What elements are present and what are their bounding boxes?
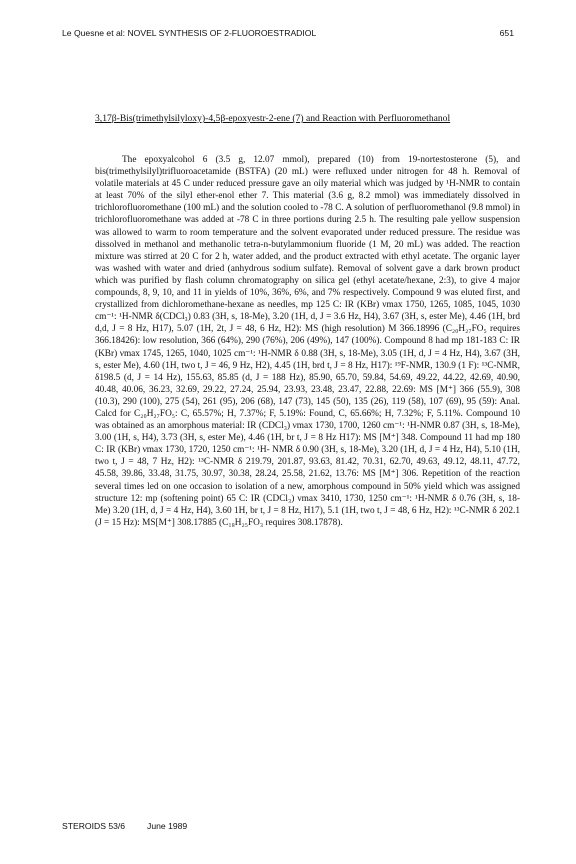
issue-date: June 1989 xyxy=(147,821,188,831)
running-footer xyxy=(62,821,187,831)
paragraph: The epoxyalcohol 6 (3.5 g, 12.07 mmol), prepared (10) from 19-nortestosterone (5), and bis(trimethylsilyl)trifluoroacetamide (BSTFA) (20 mL) were refluxed under nitrogen for 48 h. Removal of volatile materials at 45 C under reduced pressure gave an oily material which was judged by ¹H-NMR to contain at least 70% of the silyl ether-enol ether 7. This material (3.6 g, 8.2 mmol) was immediately dissolved in trichlorofluoromethane (100 mL) and the solution cooled to -78 C. A solution of perfluoromethanol (9.8 mmol) in trichlorofluoromethane was added at -78 C in three portions during 2.5 h. The resulting pale yellow suspension was allowed to warm to room temperature and the solvent evaporated under reduced pressure. The residue was dissolved in methanol and methanolic tetra-n-butylammonium fluoride (1 M, 20 mL) was added. The reaction mixture was stirred at 20 C for 2 h, water added, and the product extracted with ethyl acetate. The organic layer was washed with water and dried (anhydrous sodium sulfate). Removal of solvent gave a dark brown product which was purified by flash column chromatography on silica gel (ethyl acetate/hexane, 2:3), to give 4 major compounds, 8, 9, 10, and 11 in yields of 10%, 36%, 6%, and 7% respectively. Compound 9 was eluted first, and crystallized from dichloromethane-hexane as needles, mp 125 C: IR (KBr) νmax 1750, 1265, 1085, 1045, 1030 cm⁻¹: ¹H-NMR δ(CDCl₃) 0.83 (3H, s, 18-Me), 3.20 (1H, d, J = 3.6 Hz, H4), 3.67 (3H, s, ester Me), 4.46 (1H, brd d,d, J = 8 Hz, H17), 5.07 (1H, 2t, J = 48, 6 Hz, H2): MS (high resolution) M 366.18996 (C₂₀H₂₇FO₅ requires 366.18426): low resolution, 366 (64%), 290 (76%), 206 (49%), 147 (100%). Compound 8 had mp 181-183 C: IR (KBr) νmax 1745, 1265, 1040, 1025 cm⁻¹: ¹H-NMR δ 0.88 (3H, s, 18-Me), 3.05 (1H, d, J = 4 Hz, H4), 3.67 (3H, s, ester Me), 4.60 (1H, two t, J = 46, 9 Hz, H2), 4.45 (1H, brd t, J = 8 Hz, H17): ¹⁹F-NMR, 130.9 (1 F): ¹³C-NMR, δ198.5 (d, J = 14 Hz), 155.63, 85.85 (d, J = 188 Hz), 85.90, 65.70, 59.84, 54.69, 49.22, 44.22, 42.69, 40.90, 40.48, 40.06, 36.23, 32.69, 29.22, 27.24, 25.94, 23.93, 23.48, 23.47, 22.88, 22.69: MS [M⁺] 366 (55.9), 308 (10.3), 290 (100), 275 (54), 261 (95), 206 (68), 147 (73), 145 (50), 135 (26), 119 (58), 107 (69), 95 (59): Anal. Calcd for C₂₀H₂₇FO₅: C, 65.57%; H, 7.37%; F, 5.19%: Found, C, 65.66%; H, 7.32%; F, 5.11%. Compound 10 was obtained as an amorphous material: IR (CDCl₃) νmax 1730, 1700, 1260 cm⁻¹: ¹H-NMR 0.87 (3H, s, 18-Me), 3.00 (1H, s, H4), 3.73 (3H, s, ester Me), 4.46 (1H, br t, J = 8 Hz H17): MS [M⁺] 348. Compound 11 had mp 180 C: IR (KBr) νmax 1730, 1720, 1250 cm⁻¹: ¹H- NMR δ 0.90 (3H, s, 18-Me), 3.20 (1H, d, J = 4 Hz, H4), 5.10 (1H, two t, J = 48, 7 Hz, H2): ¹³C-NMR δ 219.79, 201.87, 93.63, 81.42, 70.31, 62.70, 49.63, 49.12, 48.11, 47.72, 45.58, 39.86, 33.48, 31.75, 30.97, 30.38, 28.24, 25.58, 21.62, 13.76: MS [M⁺] 306. Repetition of the reaction several times led on one occasion to isolation of a new, amorphous compound in 50% yield which was assigned structure 12: mp (softening point) 65 C: IR (CDCl₃) νmax 3410, 1730, 1250 cm⁻¹: ¹H-NMR δ 0.76 (3H, s, 18-Me) 3.20 (1H, d, J = 4 Hz, H4), 3.60 1H, br t, J = 8 Hz, H17), 5.1 (1H, two t, J = 48, 6 Hz, H2): ¹³C-NMR δ 202.1 (J = 15 Hz): MS[M⁺] 308.17885 (C₁₈H₂₅FO₃ requires 308.17878). xyxy=(95,155,520,528)
section-heading: 3,17β-Bis(trimethylsilyloxy)-4,5β-epoxyestr-2-ene (7) and Reaction with Perfluoromethanol xyxy=(95,113,451,124)
body-text xyxy=(95,154,520,529)
running-header xyxy=(62,28,514,38)
running-title: Le Quesne et al: NOVEL SYNTHESIS OF 2-FLUOROESTRADIOL xyxy=(62,28,317,38)
journal-citation: STEROIDS 53/6 xyxy=(62,821,126,831)
page-number: 651 xyxy=(499,28,514,38)
